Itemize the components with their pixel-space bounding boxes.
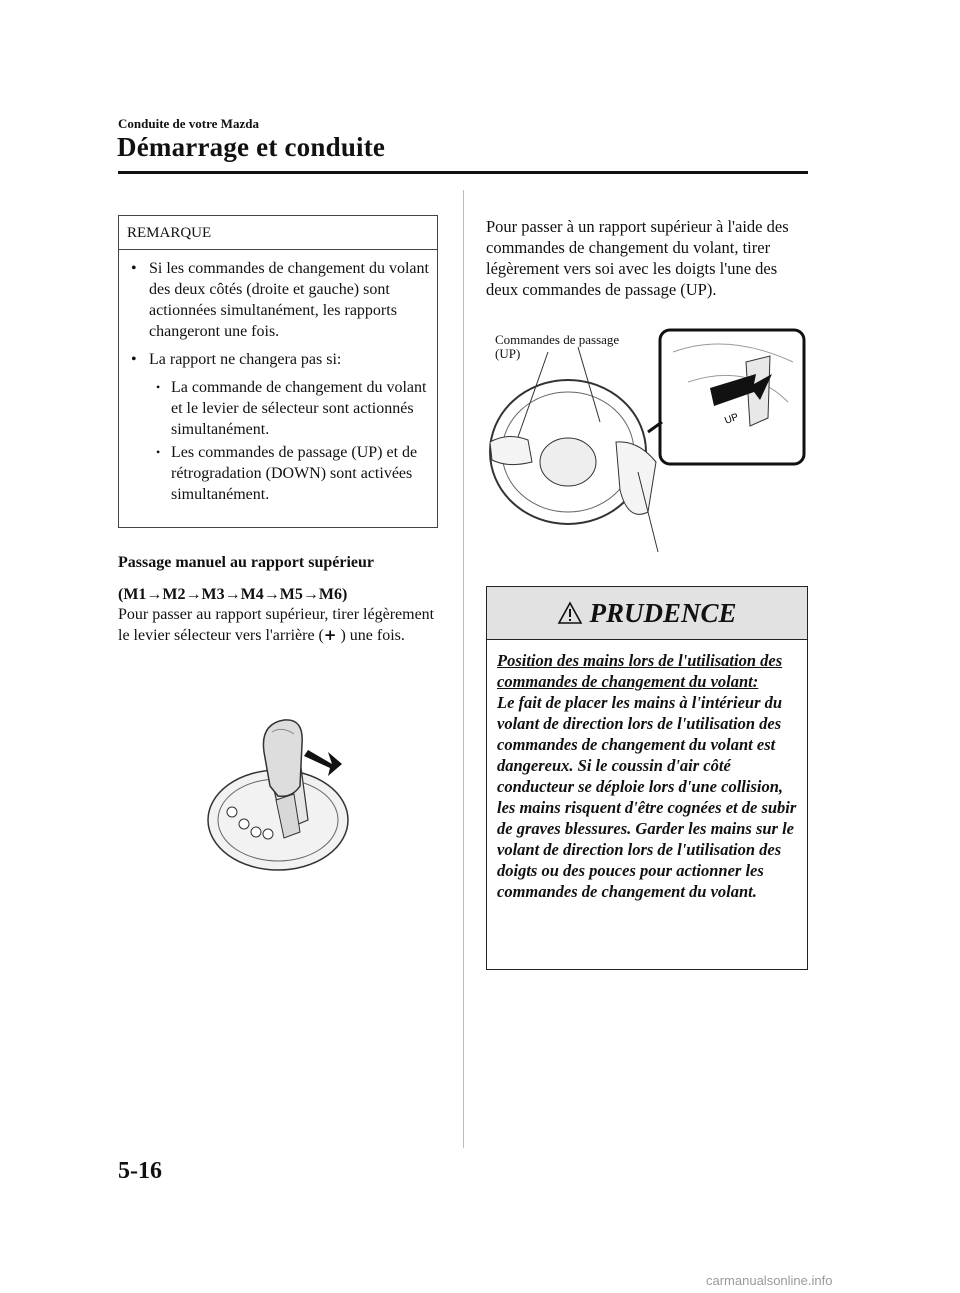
callout-line: Commandes de passage: [495, 332, 620, 347]
paragraph-text: ) une fois.: [336, 627, 405, 644]
caution-header: [487, 587, 807, 640]
note-sub-bullet: • La commande de changement du volant et le levier de sélecteur sont actionnés simultanément.: [129, 377, 431, 440]
caution-box: [486, 586, 808, 970]
shift-lever-illustration: [200, 712, 360, 882]
caution-body: [487, 640, 807, 902]
warning-icon: [557, 601, 583, 625]
caution-title: PRUDENCE: [589, 597, 737, 628]
caution-subtitle: Position des mains lors de l'utilisation des commandes de changement du volant:: [497, 651, 783, 691]
up-label: UP: [723, 411, 741, 427]
plus-icon: +: [323, 626, 337, 644]
upshift-instructions: [118, 604, 448, 646]
note-box: [118, 215, 438, 528]
note-body: [119, 250, 437, 505]
page-title: Démarrage et conduite: [117, 132, 386, 162]
title-rule: [118, 171, 808, 174]
paragraph-text: Pour passer au rapport supérieur, tirer légèrement le levier sélecteur vers l'arrière (: [118, 606, 435, 644]
footer-watermark: carmanualsonline.info: [706, 1273, 833, 1288]
note-bullet: • La rapport ne changera pas si:: [129, 349, 431, 370]
caution-text: Le fait de placer les mains à l'intérieur du volant de direction lors de l'utilisation des commandes de changement du volant est dangereux. Si le coussin d'air côté conducteur se déploie lors d'une collision, les mains risquent d'être cognées et de subir de graves blessures. Garder les mains sur le volant de direction lors de l'utilisation des doigts ou des pouces pour actionner les commandes de changement du volant.: [497, 693, 797, 901]
section-label: Conduite de votre Mazda: [118, 116, 259, 131]
paddle-instructions: Pour passer à un rapport supérieur à l'aide des commandes de changement du volant, tirer légèrement vers soi avec les doigts l'une des deux commandes de passage (UP).: [486, 217, 789, 299]
page-number: 5-16: [118, 1158, 162, 1184]
paddle-callout: [495, 333, 619, 361]
note-heading: REMARQUE: [119, 216, 437, 250]
callout-line: (UP): [495, 346, 521, 361]
column-divider: [463, 190, 464, 1148]
subheading: Passage manuel au rapport supérieur: [118, 554, 374, 571]
note-bullet: • Si les commandes de changement du volant des deux côtés (droite et gauche) sont actionnées simultanément, les rapports changeront une fois.: [129, 258, 431, 342]
gear-sequence: (M1→M2→M3→M4→M5→M6): [118, 586, 348, 603]
note-sub-bullet: • Les commandes de passage (UP) et de rétrogradation (DOWN) sont activées simultanément.: [129, 442, 431, 505]
